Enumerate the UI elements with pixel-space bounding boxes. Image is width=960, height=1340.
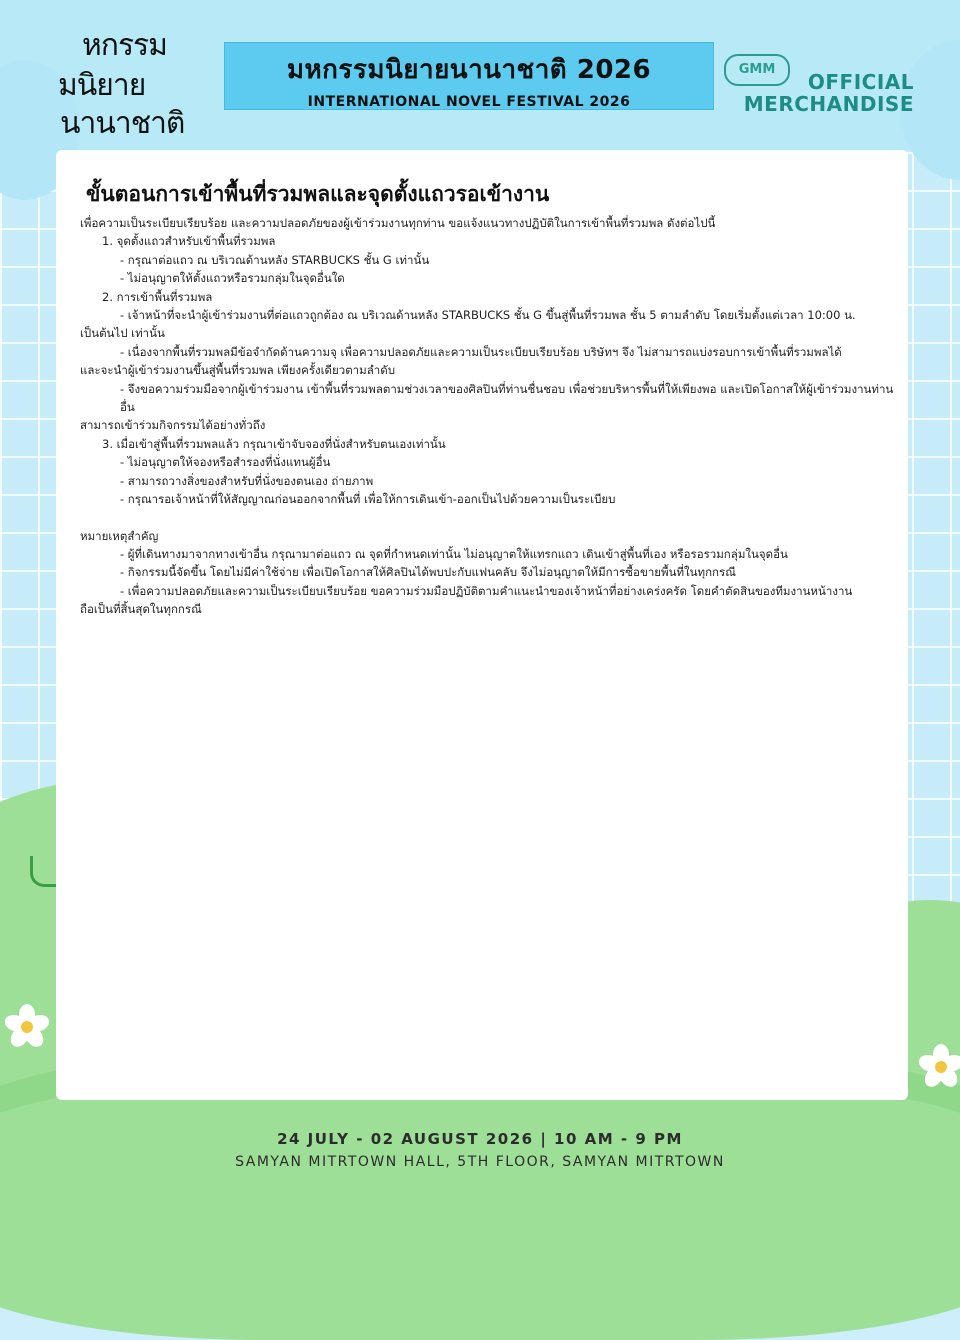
event-dates: 24 JULY - 02 AUGUST 2026 | 10 AM - 9 PM [277,1130,683,1148]
notice-line: - ไม่อนุญาตให้จองหรือสำรองที่นั่งแทนผู้อื่น [120,455,331,470]
notice-line: 1. จุดตั้งแถวสำหรับเข้าพื้นที่รวมพล [102,234,276,249]
notice-line [80,509,894,527]
notice-line: และจะนำผู้เข้าร่วมงานขึ้นสู่พื้นที่รวมพล เพียงครั้งเดียวตามลำดับ [80,363,395,378]
notice-line: เป็นต้นไป เท่านั้น [80,326,165,341]
event-footer [0,1130,960,1170]
notice-line: เพื่อความเป็นระเบียบเรียบร้อย และความปลอดภัยของผู้เข้าร่วมงานทุกท่าน ขอแจ้งแนวทางปฏิบัติในการเข้าพื้นที่รวมพล ดังต่อไปนี้ [80,216,716,230]
notice-body [80,214,894,619]
festival-logo [52,18,185,141]
flower-right-icon [918,1044,960,1090]
official-merchandise-label [724,70,914,116]
logo-line-2: มนิยาย [58,68,146,103]
notice-line: - เจ้าหน้าที่จะนำผู้เข้าร่วมงานที่ต่อแถวถูกต้อง ณ บริเวณด้านหลัง STARBUCKS ชั้น G ขึ้นสู่พื้นที่รวมพล ชั้น 5 ตามลำดับ โดยเริ่มตั้งแต่เวลา 10:00 น. [120,308,856,323]
flower-left-icon [4,1004,50,1050]
notice-line: - จึงขอความร่วมมือจากผู้เข้าร่วมงาน เข้าพื้นที่รวมพลตามช่วงเวลาของศิลปินที่ท่านชื่นชอบ เพื่อช่วยบริหารพื้นที่ให้เพียงพอ และเปิดโอกาสให้ผู้เข้าร่วมงานท่านอื่น [120,381,894,415]
notice-line: - ไม่อนุญาตให้ตั้งแถวหรือรวมกลุ่มในจุดอื่นใด [120,271,345,286]
notice-line: - กิจกรรมนี้จัดขึ้น โดยไม่มีค่าใช้จ่าย เพื่อเปิดโอกาสให้ศิลปินได้พบปะกับแฟนคลับ จึงไม่อนุญาตให้มีการซื้อขายพื้นที่ในทุกกรณี [120,565,736,580]
logo-line-3: นานาชาติ [60,106,185,141]
notice-line: - กรุณาต่อแถว ณ บริเวณด้านหลัง STARBUCKS ชั้น G เท่านั้น [120,252,430,267]
notice-line: 2. การเข้าพื้นที่รวมพล [102,289,213,304]
notice-line: 3. เมื่อเข้าสู่พื้นที่รวมพลแล้ว กรุณาเข้าจับจองที่นั่งสำหรับตนเองเท่านั้น [102,436,446,451]
notice-line: สามารถเข้าร่วมกิจกรรมได้อย่างทั่วถึง [80,418,266,433]
event-venue: SAMYAN MITRTOWN HALL, 5TH FLOOR, SAMYAN MITRTOWN [235,1154,725,1170]
notice-line: - ผู้ที่เดินทางมาจากทางเข้าอื่น กรุณามาต่อแถว ณ จุดที่กำหนดเท่านั้น ไม่อนุญาตให้แทรกแถว เดินเข้าสู่พื้นที่เอง หรือรอรวมกลุ่มในจุดอื่น [120,546,788,561]
notice-line: ถือเป็นที่สิ้นสุดในทุกกรณี [80,602,202,617]
logo-line-1: หกรรม [82,28,167,63]
notice-heading: ขั้นตอนการเข้าพื้นที่รวมพลและจุดตั้งแถวรอเข้างาน [86,182,550,206]
festival-title-english: INTERNATIONAL NOVEL FESTIVAL 2026 [307,94,631,110]
festival-title-thai: มหกรรมนิยายนานาชาติ 2026 [286,55,652,85]
notice-line: หมายเหตุสำคัญ [80,528,159,543]
notice-line: - เพื่อความปลอดภัยและความเป็นระเบียบเรียบร้อย ขอความร่วมมือปฏิบัติตามคำแนะนำของเจ้าหน้าที่อย่างเคร่งครัด โดยคำตัดสินของทีมงานหน้างาน [120,583,853,598]
notice-line: - เนื่องจากพื้นที่รวมพลมีข้อจำกัดด้านความจุ เพื่อความปลอดภัยและความเป็นระเบียบเรียบร้อย บริษัทฯ จึง ไม่สามารถแบ่งรอบการเข้าพื้นที่รวมพลได้ [120,344,842,359]
merch-line-1: OFFICIAL [807,70,914,94]
festival-title-box [224,42,714,110]
notice-line: - กรุณารอเจ้าหน้าที่ให้สัญญาณก่อนออกจากพื้นที่ เพื่อให้การเดินเข้า-ออกเป็นไปด้วยความเป็นระเบียบ [120,492,616,507]
notice-line: - สามารถวางสิ่งของสำหรับที่นั่งของตนเอง ถ่ายภาพ [120,473,374,488]
merch-line-2: MERCHANDISE [743,92,914,116]
ground-front [0,1080,960,1340]
gmm-label: GMM [738,62,776,77]
sprout-icon [30,856,57,887]
